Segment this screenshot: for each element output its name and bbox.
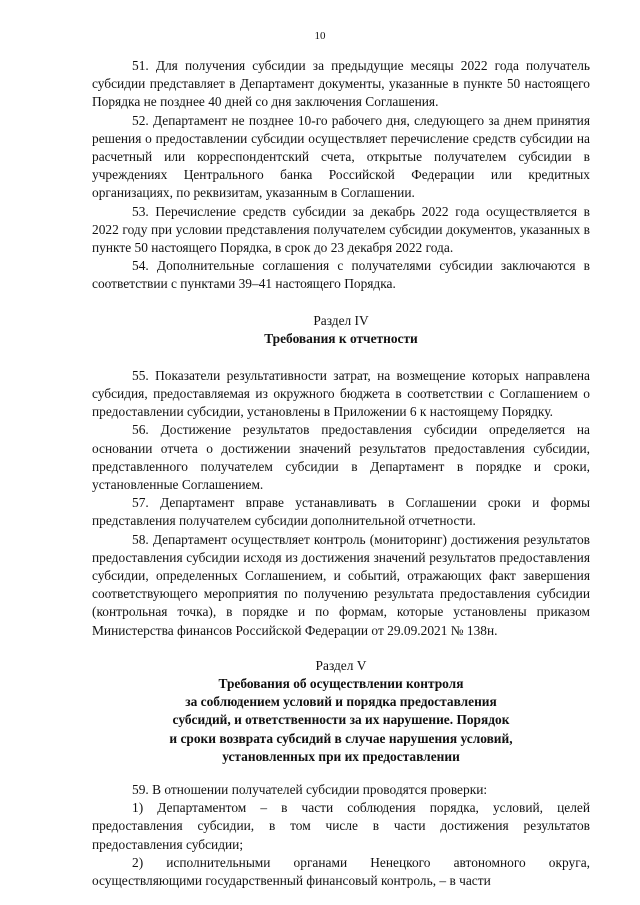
section-5-title	[92, 675, 590, 766]
paragraph-54: 54. Дополнительные соглашения с получателями субсидии заключаются в соответствии с пунктами 39–41 настоящего Порядка.	[92, 258, 590, 292]
section-4-label: Раздел IV	[313, 312, 369, 328]
paragraph-58: 58. Департамент осуществляет контроль (мониторинг) достижения результатов предоставления субсидии исходя из достижения значений результатов предоставления субсидии, определенных Соглашением, и событий, отражающих факт завершения соответствующего мероприятия по получению результата предоставления субсидии (контрольная точка), в порядке и по формам, которые установлены приказом Министерства финансов Российской Федерации от 29.09.2021 № 138н.	[92, 531, 590, 638]
paragraph-59: 59. В отношении получателей субсидии проводятся проверки:	[132, 781, 488, 797]
section-5-title-line: и сроки возврата субсидий в случае нарушения условий,	[169, 730, 513, 746]
section-5-title-line: Требования об осуществлении контроля	[218, 675, 464, 691]
paragraph-55: 55. Показатели результативности затрат, на возмещение которых направлена субсидия, предоставляемая из окружного бюджета в соответствии с Соглашением о предоставлении субсидии, установлены в Приложении 6 к настоящему Порядку.	[92, 367, 590, 420]
section-5-title-line: за соблюдением условий и порядка предоставления	[185, 694, 497, 710]
paragraph-59-item-1: 1) Департаментом – в части соблюдения порядка, условий, целей предоставления субсидии, в том числе в части достижения результатов предоставления субсидии;	[92, 800, 590, 852]
paragraph-56: 56. Достижение результатов предоставления субсидии определяется на основании отчета о достижении значений результатов предоставления субсидии, представленного получателем субсидии в Департамент в порядке и сроки, установленные Соглашением.	[92, 422, 590, 493]
section-4-title	[92, 330, 590, 348]
section-5-title-line: установленных при их предоставлении	[222, 748, 460, 764]
paragraph-52: 52. Департамент не позднее 10-го рабочего дня, следующего за днем принятия решения о предоставлении субсидии осуществляет перечисление средств субсидии на расчетный или корреспондентский счета, открытые получателем субсидии в учреждениях Центрального банка Российской Федерации или кредитных организациях, по реквизитам, указанным в Соглашении.	[92, 112, 590, 201]
paragraph-53: 53. Перечисление средств субсидии за декабрь 2022 года осуществляется в 2022 году при условии представления получателем субсидии документов, указанных в пункте 50 настоящего Порядка, в срок до 23 декабря 2022 года.	[92, 203, 590, 256]
paragraph-51: 51. Для получения субсидии за предыдущие месяцы 2022 года получатель субсидии представляет в Департамент документы, указанные в пункте 50 настоящего Порядка не позднее 40 дней со дня заключения Соглашения.	[92, 58, 590, 110]
paragraph-57: 57. Департамент вправе устанавливать в Соглашении сроки и формы представления получателем субсидии дополнительной отчетности.	[92, 495, 590, 529]
section-5-title-line: субсидий, и ответственности за их нарушение. Порядок	[172, 712, 510, 728]
paragraph-59-item-2: 2) исполнительными органами Ненецкого автономного округа, осуществляющими государственный финансовый контроль, – в части	[92, 854, 590, 888]
page-number: 10	[314, 30, 326, 42]
document-body	[92, 57, 590, 890]
section-5-label: Раздел V	[315, 657, 367, 673]
section-4-title-line: Требования к отчетности	[264, 330, 418, 346]
